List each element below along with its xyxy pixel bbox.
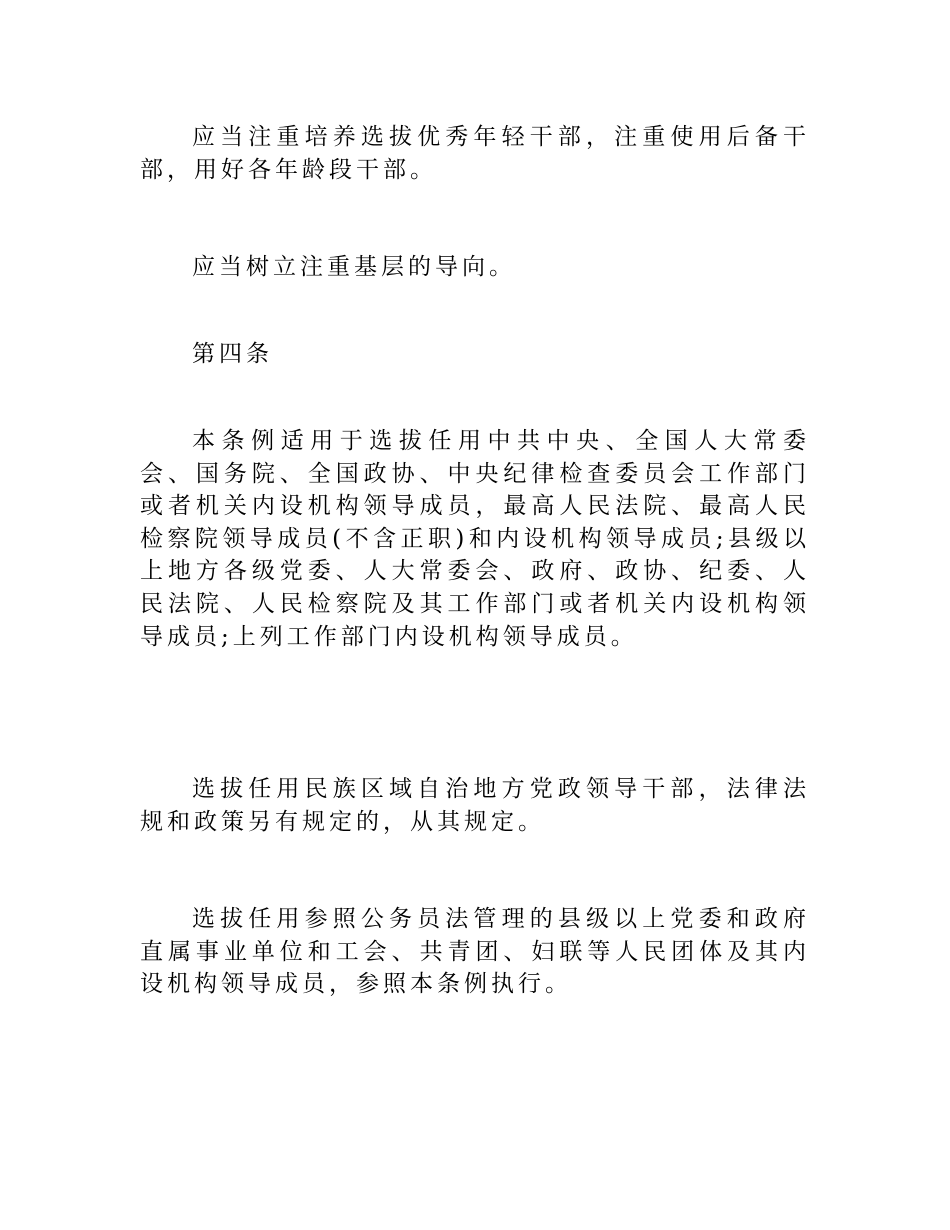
paragraph-public-institutions: 选拔任用参照公务员法管理的县级以上党委和政府直属事业单位和工会、共青团、妇联等人民团体及其内设机构领导成员，参照本条例执行。 [140,906,810,998]
paragraph-ethnic-autonomous-regions: 选拔任用民族区域自治地方党政领导干部，法律法规和政策另有规定的，从其规定。 [140,776,810,835]
paragraph-grassroots-orientation: 应当树立注重基层的导向。 [192,254,516,280]
paragraph-young-cadres: 应当注重培养选拔优秀年轻干部，注重使用后备干部，用好各年龄段干部。 [140,124,810,183]
paragraph-scope-of-application: 本条例适用于选拔任用中共中央、全国人大常委会、国务院、全国政协、中央纪律检查委员会工作部门或者机关内设机构领导成员，最高人民法院、最高人民检察院领导成员(不含正职)和内设机构领导成员;县级以上地方各级党委、人大常委会、政府、政协、纪委、人民法院、人民检察院及其工作部门或者机关内设机构领导成员;上列工作部门内设机构领导成员。 [140,428,810,650]
article-heading: 第四条 [192,341,273,367]
